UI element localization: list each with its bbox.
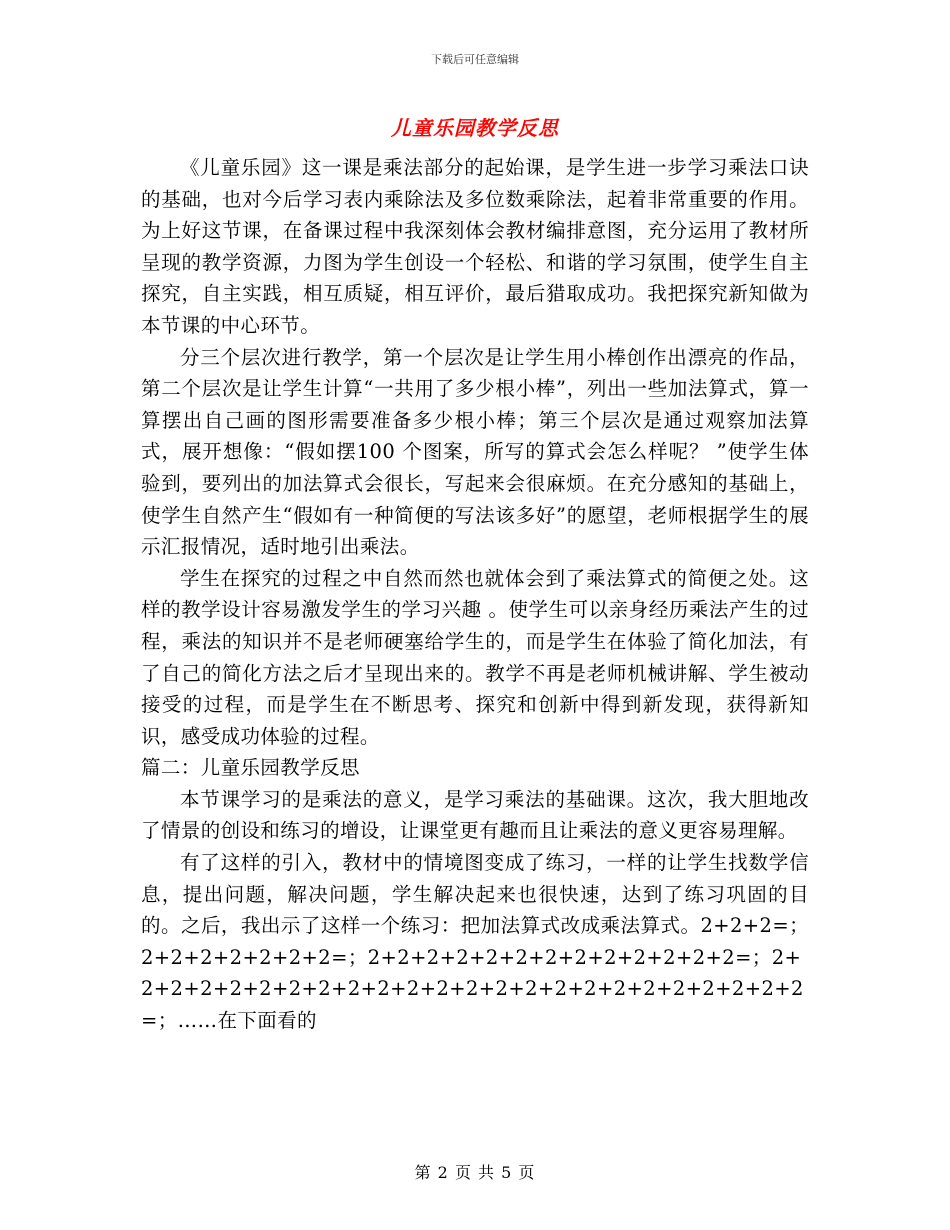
paragraph-5: 有了这样的引入，教材中的情境图变成了练习，一样的让学生找数学信息，提出问题，解决问题，学生解决起来也很快速，达到了练习巩固的目的。之后，我出示了这样一个练习：把加法算式改成乘法算式。2+2+2=；2+2+2+2+2+2+2=；2+2+2+2+2+2+2+2+2+2+2+2+2=；2+2+2+2+2+2+2+2+2+2+2+2+2+2+2+2+2+2+2+2+2+2+2+2=；……在下面看的 [141, 851, 809, 1033]
paragraph-4: 本节课学习的是乘法的意义，是学习乘法的基础课。这次，我大胆地改了情景的创设和练习的增设，让课堂更有趣而且让乘法的意义更容易理解。 [141, 787, 809, 843]
document-title: 儿童乐园教学反思 [391, 116, 559, 140]
paragraph-1: 《儿童乐园》这一课是乘法部分的起始课，是学生进一步学习乘法口诀的基础，也对今后学习表内乘除法及多位数乘除法，起着非常重要的作用。为上好这节课，在备课过程中我深刻体会教材编排意图，充分运用了教材所呈现的教学资源，力图为学生创设一个轻松、和谐的学习氛围，使学生自主探究，自主实践，相互质疑，相互评价，最后猎取成功。我把探究新知做为本节课的中心环节。 [141, 156, 809, 337]
paragraph-3: 学生在探究的过程之中自然而然也就体会到了乘法算式的简便之处。这样的教学设计容易激发学生的学习兴趣 。使学生可以亲身经历乘法产生的过程，乘法的知识并不是老师硬塞给学生的，而是学生在体验了简化加法，有了自己的简化方法之后才呈现出来的。教学不再是老师机械讲解、学生被动接受的过程，而是学生在不断思考、探究和创新中得到新发现，获得新知识，感受成功体验的过程。 [141, 566, 809, 748]
page-header: 下载后可任意编辑 [431, 53, 519, 66]
page-number-footer: 第 2 页 共 5 页 [414, 1163, 536, 1182]
document-body [141, 152, 809, 1037]
paragraph-2: 分三个层次进行教学，第一个层次是让学生用小棒创作出漂亮的作品，第二个层次是让学生计算“一共用了多少根小棒”，列出一些加法算式，算一算摆出自己画的图形需要准备多少根小棒；第三个层次是通过观察加法算式，展开想像：“假如摆100 个图案，所写的算式会怎么样呢？ ”使学生体验到，要列出的加法算式会很长，写起来会很麻烦。在充分感知的基础上，使学生自然产生“假如有一种简便的写法该多好”的愿望，老师根据学生的展示汇报情况，适时地引出乘法。 [141, 345, 809, 559]
section-heading: 篇二：儿童乐园教学反思 [141, 756, 360, 780]
